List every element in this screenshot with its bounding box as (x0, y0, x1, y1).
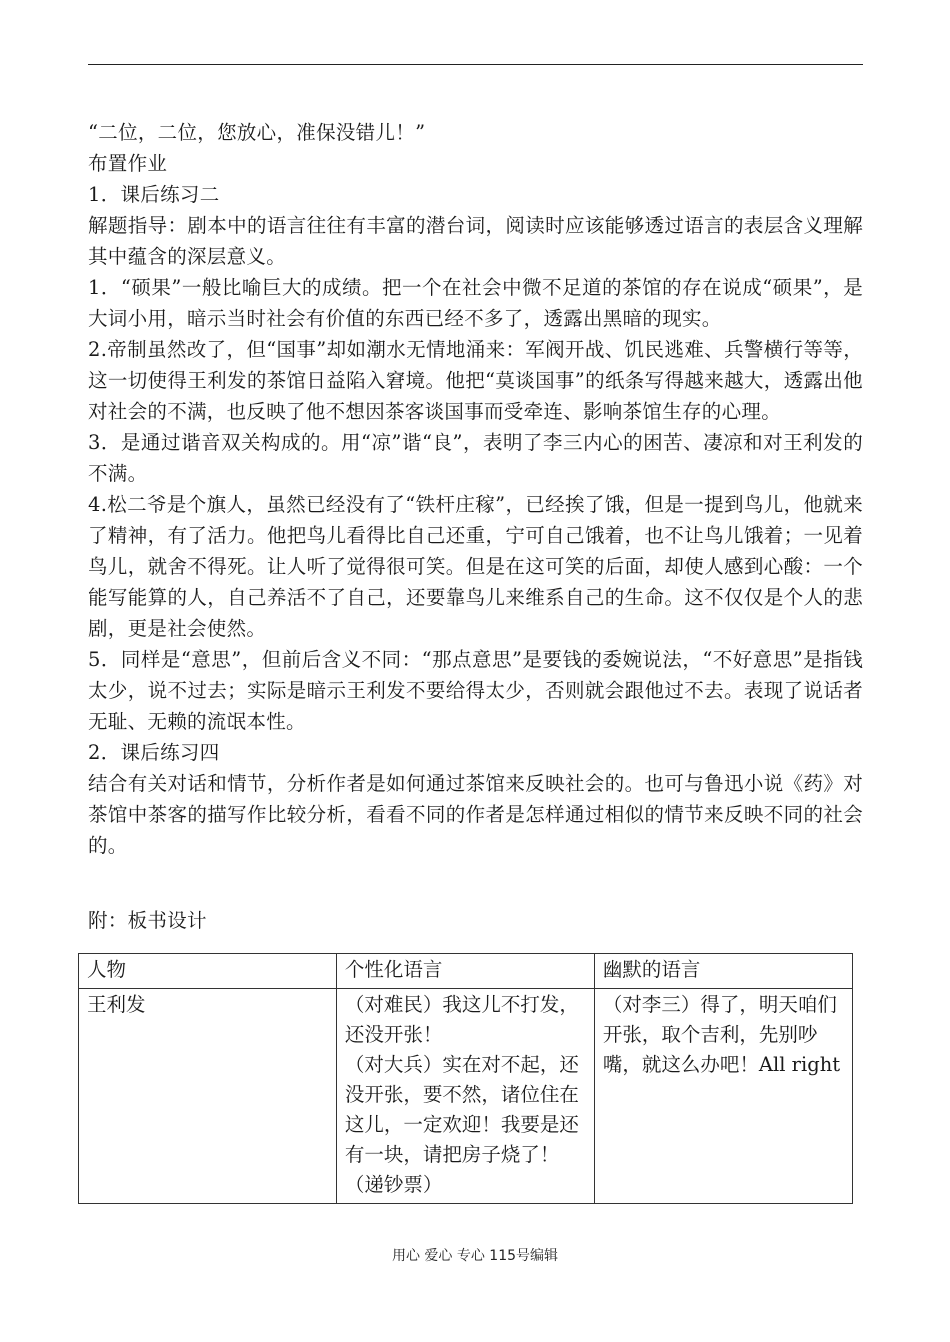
exercise-heading-4: 2．课后练习四 (88, 741, 220, 764)
table-row (79, 989, 853, 1204)
personal-language-line-2: （对大兵）实在对不起，还没开张，要不然，诸位住在这儿，一定欢迎！我要是还有一块，请把房子烧了！（递钞票） (344, 1053, 579, 1196)
header-rule (88, 64, 863, 65)
page-footer: 用心 爱心 专心 115号编辑 (391, 1248, 559, 1264)
header-person: 人物 (79, 954, 337, 989)
answer-4: 4.松二爷是个旗人，虽然已经没有了“铁杆庄稼”，已经挨了饿，但是一提到鸟儿，他就来了精神，有了活力。他把鸟儿看得比自己还重，宁可自己饿着，也不让鸟儿饿着；一见着鸟儿，就舍不得死。让人听了觉得很可笑。但是在这可笑的后面，却使人感到心酸：一个能写能算的人，自己养活不了自己，还要靠鸟儿来维系自己的生命。这不仅仅是个人的悲剧，更是社会使然。 (88, 493, 863, 640)
answer-1: 1．“硕果”一般比喻巨大的成绩。把一个在社会中微不足道的茶馆的存在说成“硕果”，是大词小用，暗示当时社会有价值的东西已经不多了，透露出黑暗的现实。 (88, 276, 863, 330)
section-heading-homework: 布置作业 (88, 152, 168, 175)
answer-3: 3．是通过谐音双关构成的。用“凉”谐“良”，表明了李三内心的困苦、凄凉和对王利发的不满。 (88, 431, 863, 485)
header-personal-language: 个性化语言 (336, 954, 594, 989)
exercise-4-text: 结合有关对话和情节，分析作者是如何通过茶馆来反映社会的。也可与鲁迅小说《药》对茶馆中茶客的描写作比较分析，看看不同的作者是怎样通过相似的情节来反映不同的社会的。 (88, 772, 863, 857)
header-humor-language: 幽默的语言 (594, 954, 852, 989)
table-header-row (79, 954, 853, 989)
cell-personal-language (336, 989, 594, 1204)
board-design-table (78, 953, 853, 1204)
cell-humor-language: （对李三）得了，明天咱们开张，取个吉利，先别吵嘴，就这么办吧！All right (594, 989, 852, 1204)
board-design-title: 附：板书设计 (88, 909, 207, 932)
answer-5: 5．同样是“意思”，但前后含义不同：“那点意思”是要钱的委婉说法，“不好意思”是指钱太少，说不过去；实际是暗示王利发不要给得太少，否则就会跟他过不去。表现了说话者无耻、无赖的流氓本性。 (88, 648, 863, 733)
exercise-heading-2: 1．课后练习二 (88, 183, 220, 206)
personal-language-line-1: （对难民）我这儿不打发，还没开张！ (344, 993, 579, 1046)
quote-line: “二位，二位，您放心，准保没错儿！” (88, 121, 426, 144)
document-body (88, 117, 863, 936)
cell-person: 王利发 (79, 989, 337, 1204)
guidance-paragraph: 解题指导：剧本中的语言往往有丰富的潜台词，阅读时应该能够透过语言的表层含义理解其中蕴含的深层意义。 (88, 214, 863, 268)
answer-2: 2.帝制虽然改了，但“国事”却如潮水无情地涌来：军阀开战、饥民逃难、兵警横行等等，这一切使得王利发的茶馆日益陷入窘境。他把“莫谈国事”的纸条写得越来越大，透露出他对社会的不满，也反映了他不想因茶客谈国事而受牵连、影响茶馆生存的心理。 (88, 338, 863, 423)
